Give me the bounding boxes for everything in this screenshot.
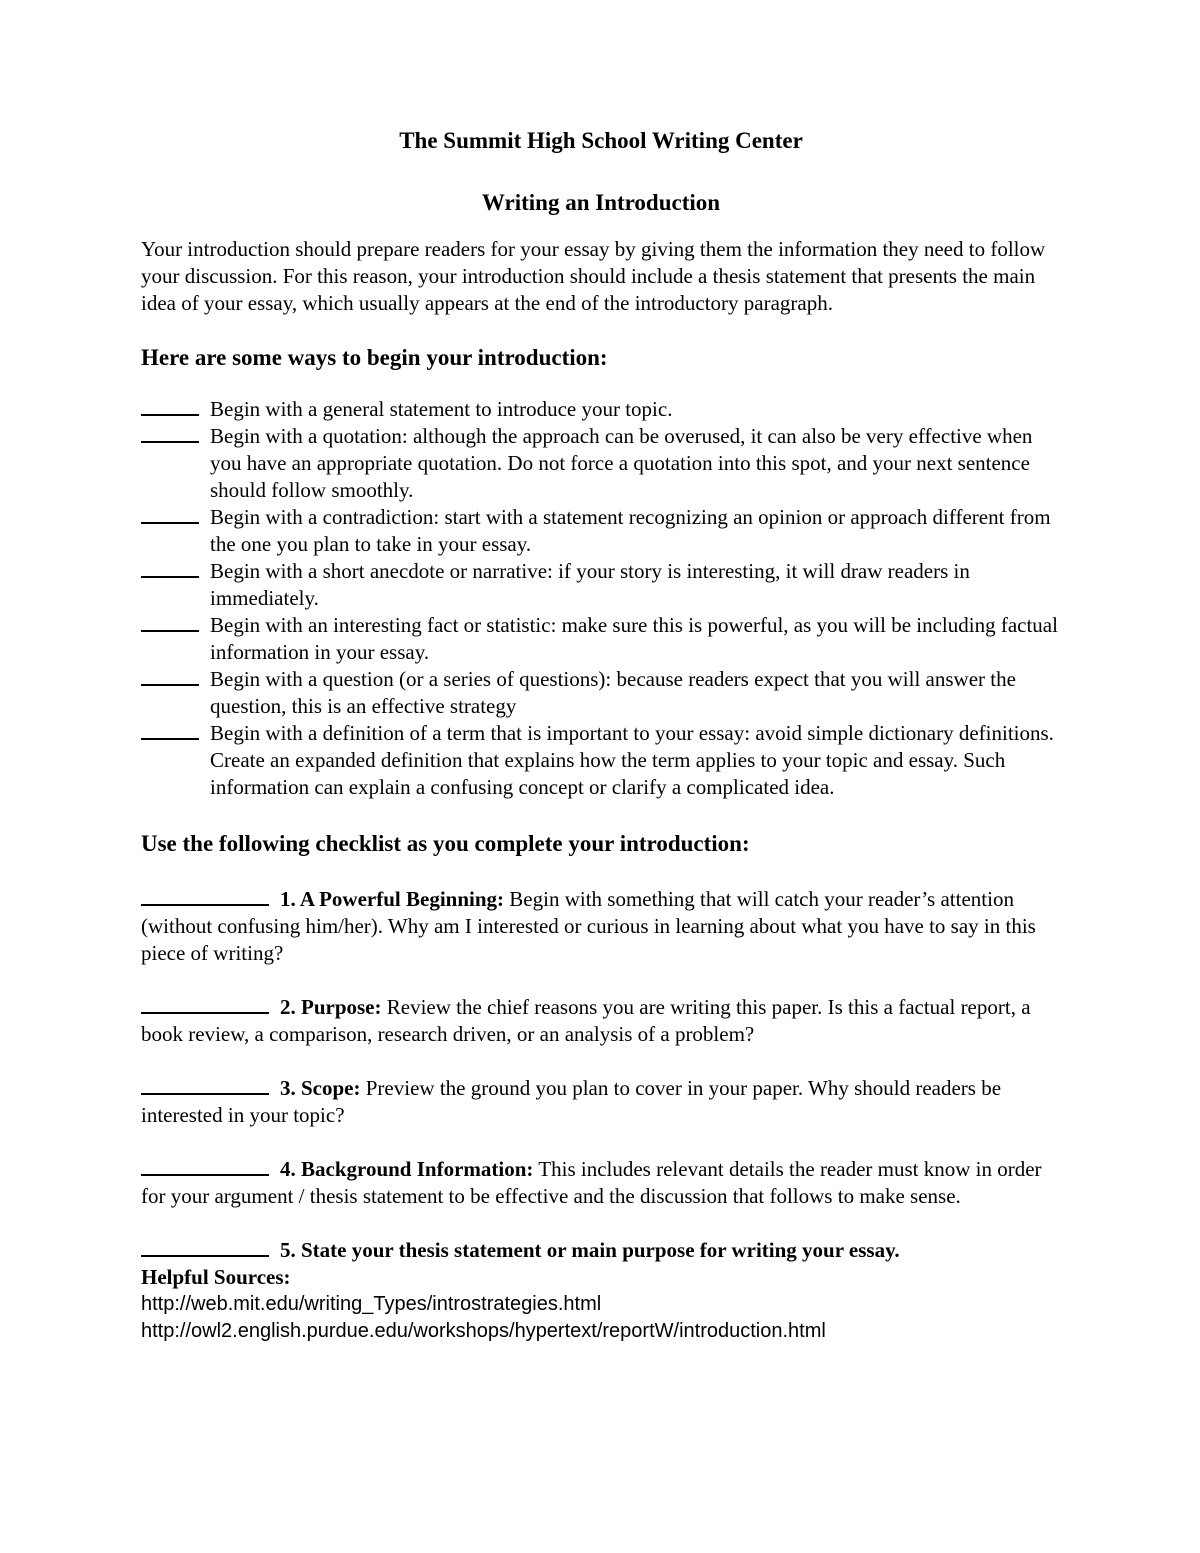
- blank-line[interactable]: [141, 612, 199, 632]
- checklist-item-text: This includes relevant details the reader must know in order for your argument / thesis statement to be effective and the discussion that follows to make sense.: [141, 1157, 1042, 1208]
- checklist-item: [141, 994, 1061, 1048]
- ways-item: [141, 423, 1061, 504]
- checklist-item-label: 3. Scope:: [280, 1076, 361, 1100]
- ways-list: [141, 396, 1061, 801]
- sources-heading: Helpful Sources:: [141, 1265, 291, 1289]
- checklist-heading: Use the following checklist as you complete your introduction:: [141, 831, 750, 856]
- ways-item-text: Begin with an interesting fact or statistic: make sure this is powerful, as you will be including factual information in your essay.: [210, 613, 1058, 664]
- blank-line[interactable]: [141, 1237, 269, 1257]
- ways-item: [141, 612, 1061, 666]
- checklist-item: [141, 886, 1061, 967]
- ways-item-text: Begin with a contradiction: start with a statement recognizing an opinion or approach different from the one you plan to take in your essay.: [210, 505, 1051, 556]
- checklist-item-text: Review the chief reasons you are writing this paper. Is this a factual report, a book review, a comparison, research driven, or an analysis of a problem?: [141, 995, 1031, 1046]
- ways-item: [141, 558, 1061, 612]
- ways-item: [141, 396, 1061, 423]
- checklist-item-text: Preview the ground you plan to cover in your paper. Why should readers be interested in your topic?: [141, 1076, 1002, 1127]
- checklist-item-label: 4. Background Information:: [280, 1157, 534, 1181]
- ways-item: [141, 504, 1061, 558]
- checklist-item-label: 5. State your thesis statement or main purpose for writing your essay.: [280, 1238, 900, 1262]
- ways-item: [141, 720, 1061, 801]
- blank-line[interactable]: [141, 886, 269, 906]
- intro-paragraph: Your introduction should prepare readers for your essay by giving them the information they need to follow your discussion. For this reason, your introduction should include a thesis statement that presents the main idea of your essay, which usually appears at the end of the introductory paragraph.: [141, 237, 1046, 315]
- blank-line[interactable]: [141, 423, 199, 443]
- source-link: [141, 1318, 1061, 1345]
- source-link-mit[interactable]: http://web.mit.edu/writing_Types/introstrategies.html: [141, 1293, 602, 1315]
- document-page: [141, 126, 1061, 1345]
- blank-line[interactable]: [141, 720, 199, 740]
- ways-item-text: Begin with a general statement to introduce your topic.: [210, 397, 673, 421]
- checklist: [141, 886, 1061, 1264]
- checklist-item: [141, 1237, 1061, 1264]
- checklist-item-label: 1. A Powerful Beginning:: [280, 887, 505, 911]
- source-link: [141, 1291, 1061, 1318]
- blank-line[interactable]: [141, 1075, 269, 1095]
- checklist-item: [141, 1075, 1061, 1129]
- document-subtitle: Writing an Introduction: [481, 190, 721, 215]
- ways-item-text: Begin with a question (or a series of questions): because readers expect that you will answer the question, this is an effective strategy: [210, 667, 1016, 718]
- ways-heading: Here are some ways to begin your introduction:: [141, 345, 608, 370]
- ways-item: [141, 666, 1061, 720]
- ways-item-text: Begin with a short anecdote or narrative: if your story is interesting, it will draw readers in immediately.: [210, 559, 970, 610]
- source-link-purdue[interactable]: http://owl2.english.purdue.edu/workshops/hypertext/reportW/introduction.html: [141, 1320, 826, 1342]
- blank-line[interactable]: [141, 666, 199, 686]
- checklist-item-label: 2. Purpose:: [280, 995, 382, 1019]
- blank-line[interactable]: [141, 396, 199, 416]
- ways-item-text: Begin with a definition of a term that is important to your essay: avoid simple dictionary definitions. Create an expanded definition that explains how the term applies to your topic and essay. Such information can explain a confusing concept or clarify a complicated idea.: [210, 721, 1054, 799]
- blank-line[interactable]: [141, 504, 199, 524]
- document-title: The Summit High School Writing Center: [399, 128, 803, 153]
- ways-item-text: Begin with a quotation: although the approach can be overused, it can also be very effective when you have an appropriate quotation. Do not force a quotation into this spot, and your next sentence should follow smoothly.: [210, 424, 1033, 502]
- blank-line[interactable]: [141, 994, 269, 1014]
- checklist-item-text: Begin with something that will catch your reader’s attention (without confusing him/her). Why am I interested or curious in learning about what you have to say in this piece of writing?: [141, 887, 1036, 965]
- checklist-item: [141, 1156, 1061, 1210]
- blank-line[interactable]: [141, 558, 199, 578]
- blank-line[interactable]: [141, 1156, 269, 1176]
